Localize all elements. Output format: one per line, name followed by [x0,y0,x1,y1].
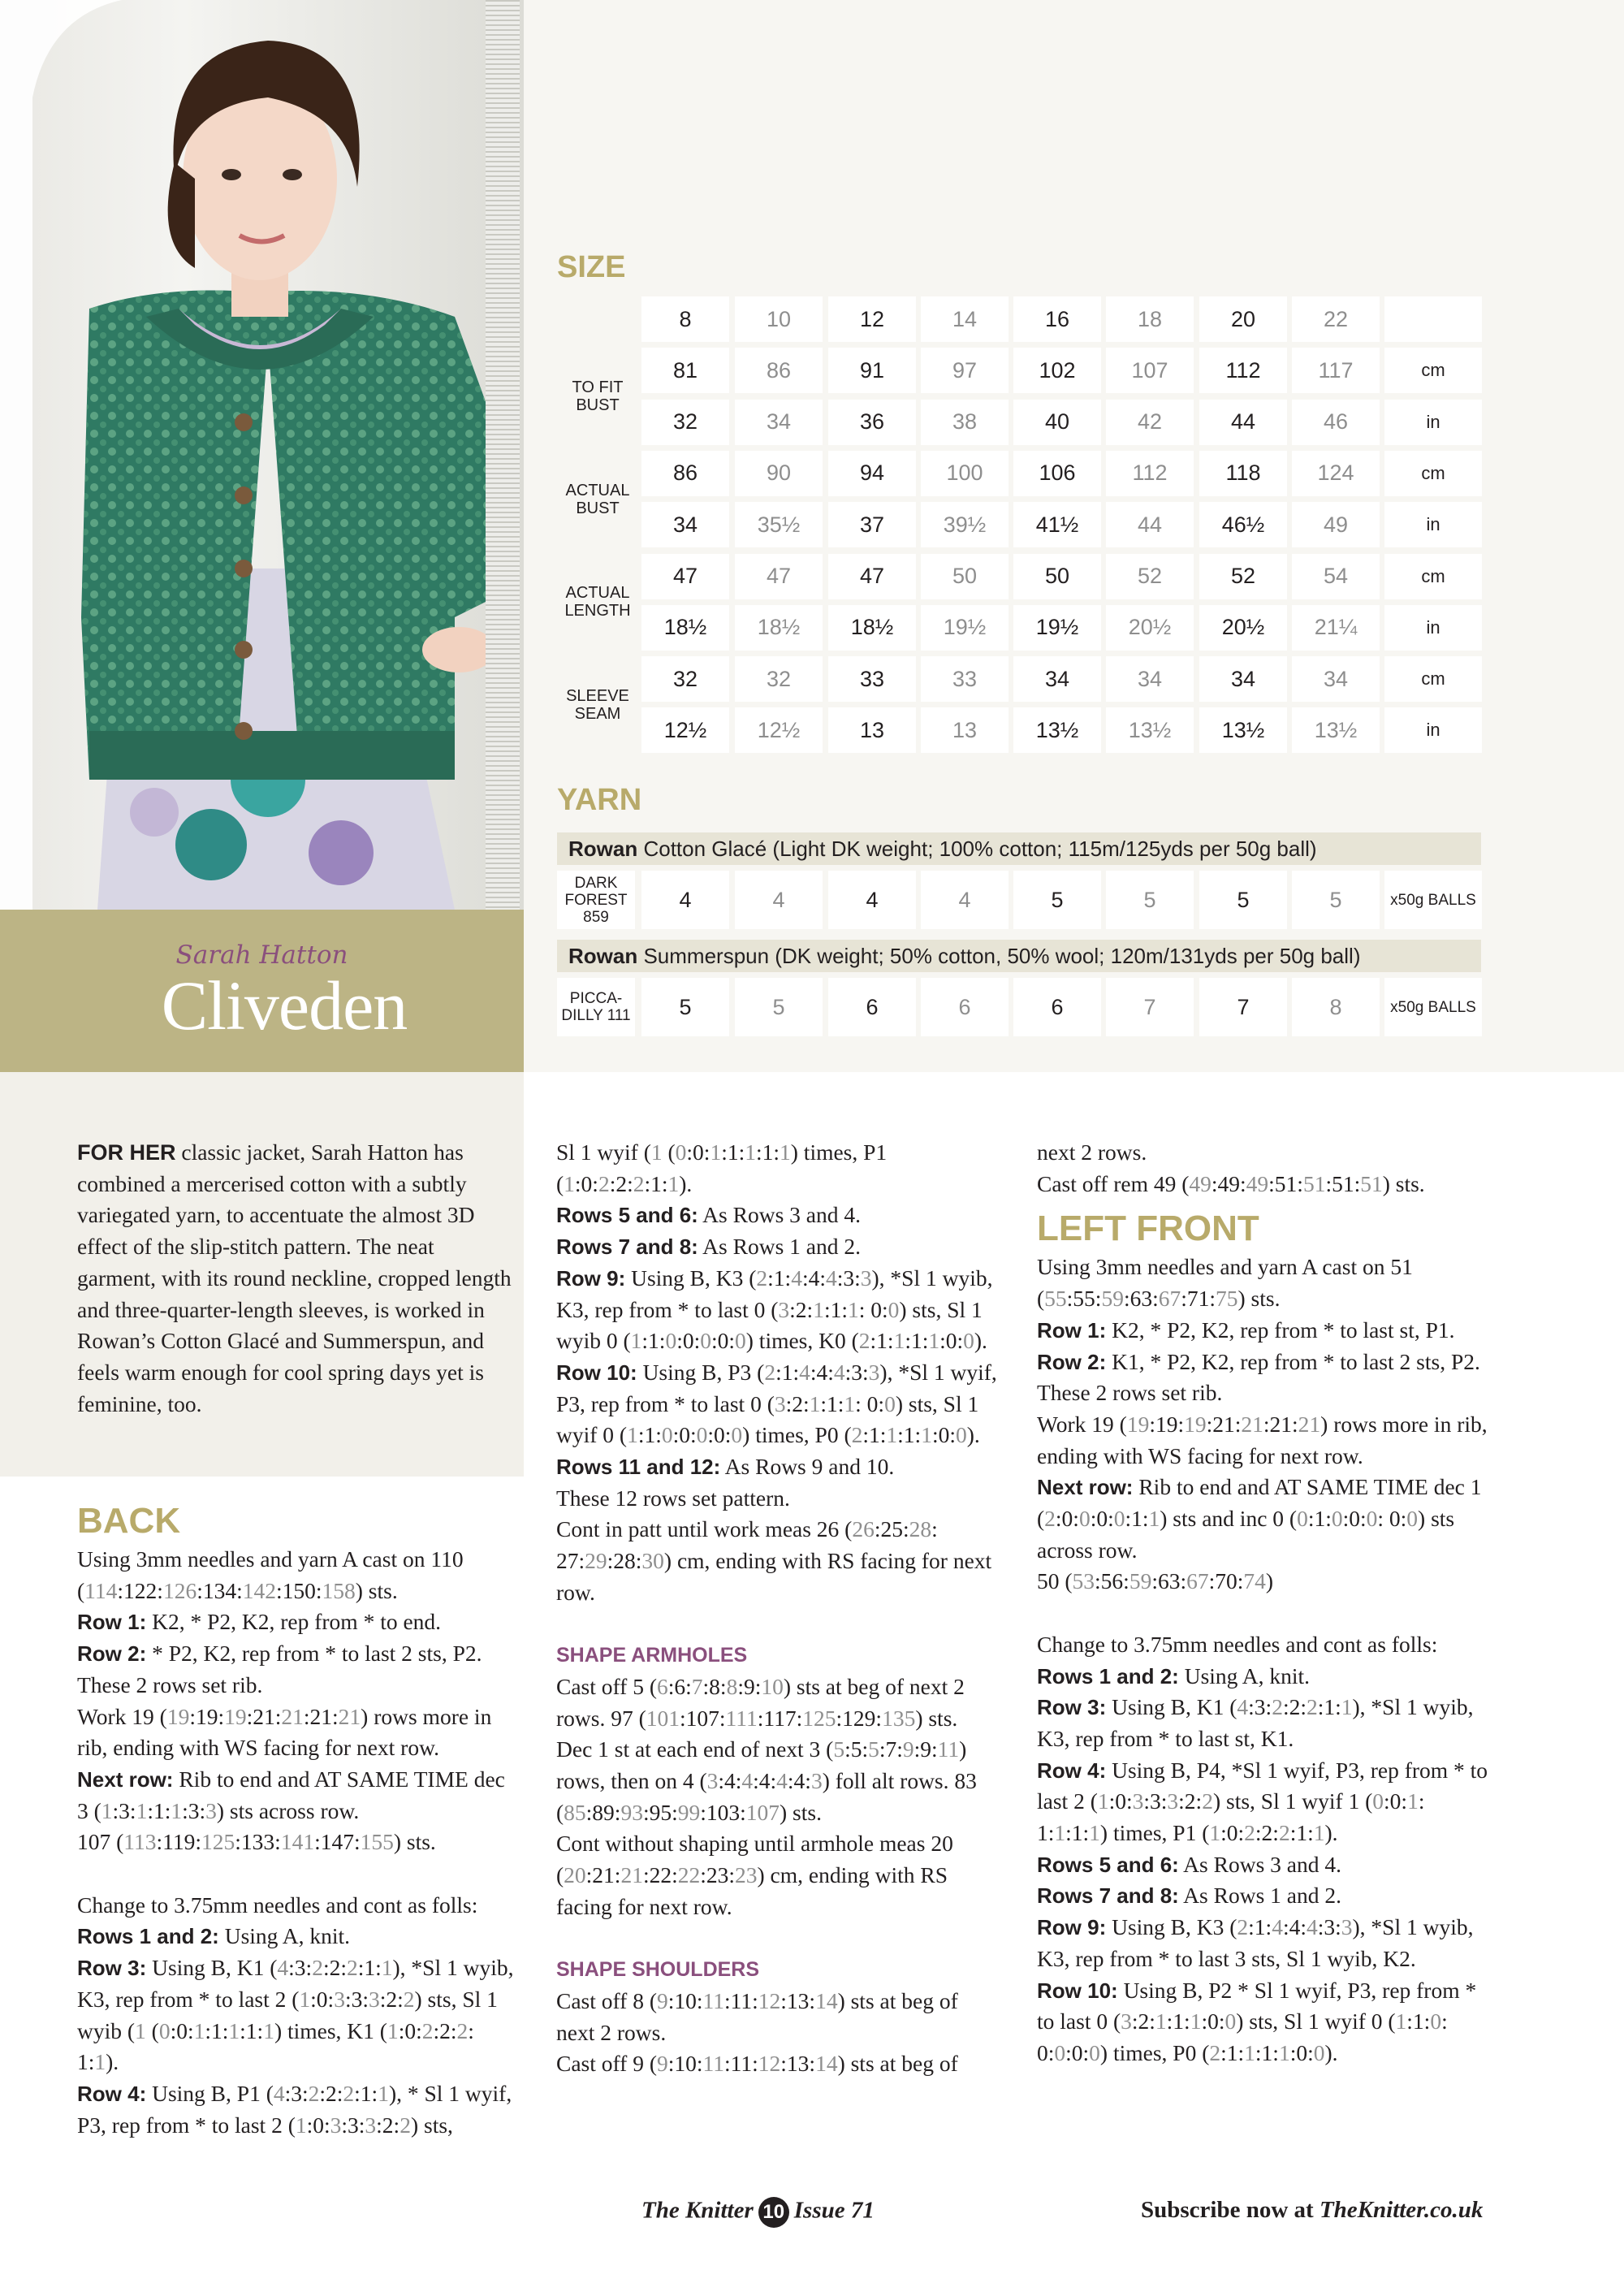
size-value-cell: 94 [828,451,916,496]
size-value-cell: 52 [1199,554,1287,599]
size-value-cell: 124 [1292,451,1380,496]
size-value-cell: 107 [1106,348,1194,393]
yarn-brand: Rowan [568,944,638,968]
back-heading: BACK [77,1501,181,1541]
size-row-label: ACTUAL BUST [565,481,630,517]
size-value-cell: 46 [1292,400,1380,445]
yarn-qty-cell: 4 [921,871,1009,929]
size-value-cell: 50 [1013,554,1101,599]
size-value-cell: 47 [828,554,916,599]
yarn-qty-cell: 5 [735,978,823,1036]
size-value-cell: 12½ [641,707,729,753]
size-unit-cell: in [1384,502,1482,547]
size-value-cell: 34 [641,502,729,547]
size-value-cell: 102 [1013,348,1101,393]
yarn-qty-cell: 4 [828,871,916,929]
size-value-cell: 97 [921,348,1009,393]
size-header-cell: 20 [1199,296,1287,342]
yarn-qty-cell: 5 [641,978,729,1036]
size-value-cell: 33 [921,656,1009,702]
left-front-heading: LEFT FRONT [1037,1209,1259,1249]
size-value-cell: 33 [828,656,916,702]
size-value-cell: 86 [735,348,823,393]
page-number: 10 [758,2197,789,2228]
shape-shoulders-heading: SHAPE SHOULDERS [556,1958,760,1982]
yarn-unit-cell: x50g BALLS [1384,978,1482,1036]
size-header-cell: 14 [921,296,1009,342]
size-value-cell: 47 [735,554,823,599]
yarn-shade: PICCA- DILLY 111 [557,978,635,1036]
size-value-cell: 13½ [1199,707,1287,753]
size-header-cell: 16 [1013,296,1101,342]
size-value-cell: 117 [1292,348,1380,393]
magazine-name: The Knitter [641,2197,754,2224]
designer-name: Sarah Hatton [175,940,348,970]
footer-subscribe [1141,2197,1483,2224]
size-header-cell: 18 [1106,296,1194,342]
size-value-cell: 112 [1199,348,1287,393]
size-unit-cell: in [1384,605,1482,651]
intro-text [77,1137,516,1420]
size-value-cell: 12½ [735,707,823,753]
size-value-cell: 13½ [1292,707,1380,753]
size-value-cell: 42 [1106,400,1194,445]
size-unit-cell: in [1384,400,1482,445]
size-value-cell: 20½ [1106,605,1194,651]
yarn-heading: YARN [557,783,642,817]
size-value-cell: 86 [641,451,729,496]
size-value-cell: 40 [1013,400,1101,445]
size-value-cell: 46½ [1199,502,1287,547]
yarn-qty-cell: 5 [1199,871,1287,929]
size-unit-cell: cm [1384,451,1482,496]
issue-number: Issue 71 [793,2197,875,2224]
size-unit-cell: cm [1384,348,1482,393]
yarn-qty-cell: 6 [828,978,916,1036]
size-value-cell: 32 [641,656,729,702]
footer-magazine [641,2197,875,2228]
size-value-cell: 32 [735,656,823,702]
size-unit-cell: cm [1384,554,1482,599]
size-value-cell: 35½ [735,502,823,547]
size-value-cell: 18½ [735,605,823,651]
yarn-shade: DARK FOREST 859 [557,871,635,929]
shape-armholes-heading: SHAPE ARMHOLES [556,1644,748,1667]
yarn-qty-cell: 7 [1199,978,1287,1036]
size-value-cell: 49 [1292,502,1380,547]
intro-body: classic jacket, Sarah Hatton has combined a mercerised cotton with a subtly variegated yarn, to accentuate the almost 3D effect of the slip-stitch pattern. The neat garment, with its round neckline, cropped length and three-quarter-length sleeves, is worked in Rowan’s Cotton Glacé and Summerspun, and feels warm enough for cool spring days yet is feminine, too. [77,1139,512,1416]
subscribe-text: Subscribe now at [1141,2197,1314,2223]
size-row-label: SLEEVE SEAM [566,686,629,723]
size-unit-cell: in [1384,707,1482,753]
yarn-qty-cell: 5 [1013,871,1101,929]
size-value-cell: 54 [1292,554,1380,599]
yarn-qty-cell: 5 [1292,871,1380,929]
size-value-cell: 41½ [1013,502,1101,547]
size-value-cell: 100 [921,451,1009,496]
yarn-unit-cell: x50g BALLS [1384,871,1482,929]
yarn-desc-text: Summerspun (DK weight; 50% cotton, 50% wool; 120m/131yds per 50g ball) [637,944,1361,968]
yarn-qty-cell: 4 [641,871,729,929]
size-value-cell: 13 [828,707,916,753]
column-1: BACK Using 3mm needles and yarn A cast on 110 (114:122:126:134:142:150:158) sts. Row 1: K2, * P2, K2, rep from * to end. Row 2: * P2, K2, rep from * to last 2 sts, P2. These 2 rows set rib. Work 19 (19:19:19:21:21:21:21) rows more in rib, ending with WS facing for next row. Next row: Rib to end and AT SAME TIME dec 3 (1:3:1:1:1:3:3) sts across row. 107 (113:119:125:133:141:147:155) sts. Change to 3.75mm needles and cont as folls: Rows 1 and 2: Using A, knit. Row 3: Using B, K1 (4:3:2:2:2:1:1), *Sl 1 wyib, K3, rep from * to last 2 (1:0:3:3:3:2:2) sts, Sl 1 wyib (1 (0:0:1:1:1:1:1) times, K1 (1:0:2:2:2: 1:1). Row 4: Using B, P1 (4:3:2:2:2:1:1), * Sl 1 wyif, P3, rep from * to last 2 (1:0:3:3:3:2:2) sts, [77,1498,520,2141]
size-value-cell: 13½ [1013,707,1101,753]
size-header-cell: 10 [735,296,823,342]
yarn-qty-cell: 6 [1013,978,1101,1036]
yarn-description [557,832,1481,865]
size-header-cell: 8 [641,296,729,342]
subscribe-site: TheKnitter.co.uk [1319,2197,1484,2223]
size-value-cell: 34 [735,400,823,445]
size-value-cell: 19½ [1013,605,1101,651]
size-value-cell: 32 [641,400,729,445]
size-header-cell: 22 [1292,296,1380,342]
yarn-qty-cell: 4 [735,871,823,929]
size-value-cell: 44 [1199,400,1287,445]
model-photo [0,0,524,910]
model-illustration [0,0,524,910]
size-value-cell: 18½ [828,605,916,651]
size-value-cell: 34 [1292,656,1380,702]
size-value-cell: 36 [828,400,916,445]
size-value-cell: 50 [921,554,1009,599]
size-value-cell: 118 [1199,451,1287,496]
size-value-cell: 34 [1106,656,1194,702]
size-value-cell: 52 [1106,554,1194,599]
size-value-cell: 13 [921,707,1009,753]
column-3: next 2 rows. Cast off rem 49 (49:49:49:51:51:51:51) sts. LEFT FRONT Using 3mm needles and yarn A cast on 51 (55:55:59:63:67:71:75) sts. Row 1: K2, * P2, K2, rep from * to last st, P1. Row 2: K1, * P2, K2, rep from * to last 2 sts, P2. These 2 rows set rib. Work 19 (19:19:19:21:21:21:21) rows more in rib, ending with WS facing for next row. Next row: Rib to end and AT SAME TIME dec 1 (2:0:0:0:0:1:1) sts and inc 0 (0:1:0:0:0: 0:0) sts across row. 50 (53:56:59:63:67:70:74) Change to 3.75mm needles and cont as folls: Rows 1 and 2: Using A, knit. Row 3: Using B, K1 (4:3:2:2:2:1:1), *Sl 1 wyib, K3, rep from * to last st, K1. Row 4: Using B, P4, *Sl 1 wyif, P3, rep from * to last 2 (1:0:3:3:3:2:2) sts, Sl 1 wyif 1 (0:0:1: 1:1:1:1) times, P1 (1:0:2:2:2:1:1). Rows 5 and 6: As Rows 3 and 4. Rows 7 and 8: As Rows 1 and 2. Row 9: Using B, K3 (2:1:4:4:4:3:3), *Sl 1 wyib, K3, rep from * to last 3 sts, Sl 1 wyib, K2. Row 10: Using B, P2 * Sl 1 wyif, P3, rep from * to last 0 (3:2:1:1:1:0:0) sts, Sl 1 wyif 0 (1:1:0: 0:0:0:0) times, P0 (2:1:1:1:1:0:0). [1037,1137,1492,2069]
yarn-qty-cell: 7 [1106,978,1194,1036]
size-header-blank [1384,296,1482,342]
column-2: Sl 1 wyif (1 (0:0:1:1:1:1:1) times, P1 (1:0:2:2:2:1:1). Rows 5 and 6: As Rows 3 and 4. Rows 7 and 8: As Rows 1 and 2. Row 9: Using B, K3 (2:1:4:4:4:3:3), *Sl 1 wyib, K3, rep from * to last 0 (3:2:1:1:1: 0:0) sts, Sl 1 wyib 0 (1:1:0:0:0:0:0) times, K0 (2:1:1:1:1:0:0). Row 10: Using B, P3 (2:1:4:4:4:3:3), *Sl 1 wyif, P3, rep from * to last 0 (3:2:1:1:1: 0:0) sts, Sl 1 wyif 0 (1:1:0:0:0:0:0) times, P0 (2:1:1:1:1:0:0). Rows 11 and 12: As Rows 9 and 10. These 12 rows set pattern. Cont in patt until work meas 26 (26:25:28: 27:29:28:30) cm, ending with RS facing for next row. SHAPE ARMHOLES Cast off 5 (6:6:7:8:8:9:10) sts at beg of next 2 rows. 97 (101:107:111:117:125:129:135) sts. Dec 1 st at each end of next 3 (5:5:5:7:9:9:11) rows, then on 4 (3:4:4:4:4:4:3) foll alt rows. 83 (85:89:93:95:99:103:107) sts. Cont without shaping until armhole meas 20 (20:21:21:22:22:23:23) cm, ending with RS facing for next row. SHAPE SHOULDERS Cast off 8 (9:10:11:11:12:13:14) sts at beg of next 2 rows. Cast off 9 (9:10:11:11:12:13:14) sts at beg of [556,1137,999,2080]
size-value-cell: 21¼ [1292,605,1380,651]
size-value-cell: 37 [828,502,916,547]
size-value-cell: 91 [828,348,916,393]
size-value-cell: 90 [735,451,823,496]
size-heading: SIZE [557,250,626,284]
size-value-cell: 34 [1199,656,1287,702]
size-value-cell: 47 [641,554,729,599]
yarn-qty-cell: 8 [1292,978,1380,1036]
size-value-cell: 112 [1106,451,1194,496]
yarn-brand: Rowan [568,837,638,861]
size-value-cell: 81 [641,348,729,393]
size-value-cell: 20½ [1199,605,1287,651]
yarn-desc-text: Cotton Glacé (Light DK weight; 100% cotton; 115m/125yds per 50g ball) [637,837,1317,861]
size-header-cell: 12 [828,296,916,342]
size-row-label: TO FIT BUST [572,378,624,414]
yarn-qty-cell: 6 [921,978,1009,1036]
intro-lead: FOR HER [77,1140,176,1165]
pattern-title: Cliveden [161,966,408,1044]
yarn-qty-cell: 5 [1106,871,1194,929]
size-value-cell: 18½ [641,605,729,651]
yarn-description [557,940,1481,972]
size-value-cell: 19½ [921,605,1009,651]
size-value-cell: 39½ [921,502,1009,547]
size-row-label: ACTUAL LENGTH [564,584,631,620]
size-value-cell: 34 [1013,656,1101,702]
size-value-cell: 38 [921,400,1009,445]
size-value-cell: 106 [1013,451,1101,496]
size-unit-cell: cm [1384,656,1482,702]
size-value-cell: 13½ [1106,707,1194,753]
size-value-cell: 44 [1106,502,1194,547]
